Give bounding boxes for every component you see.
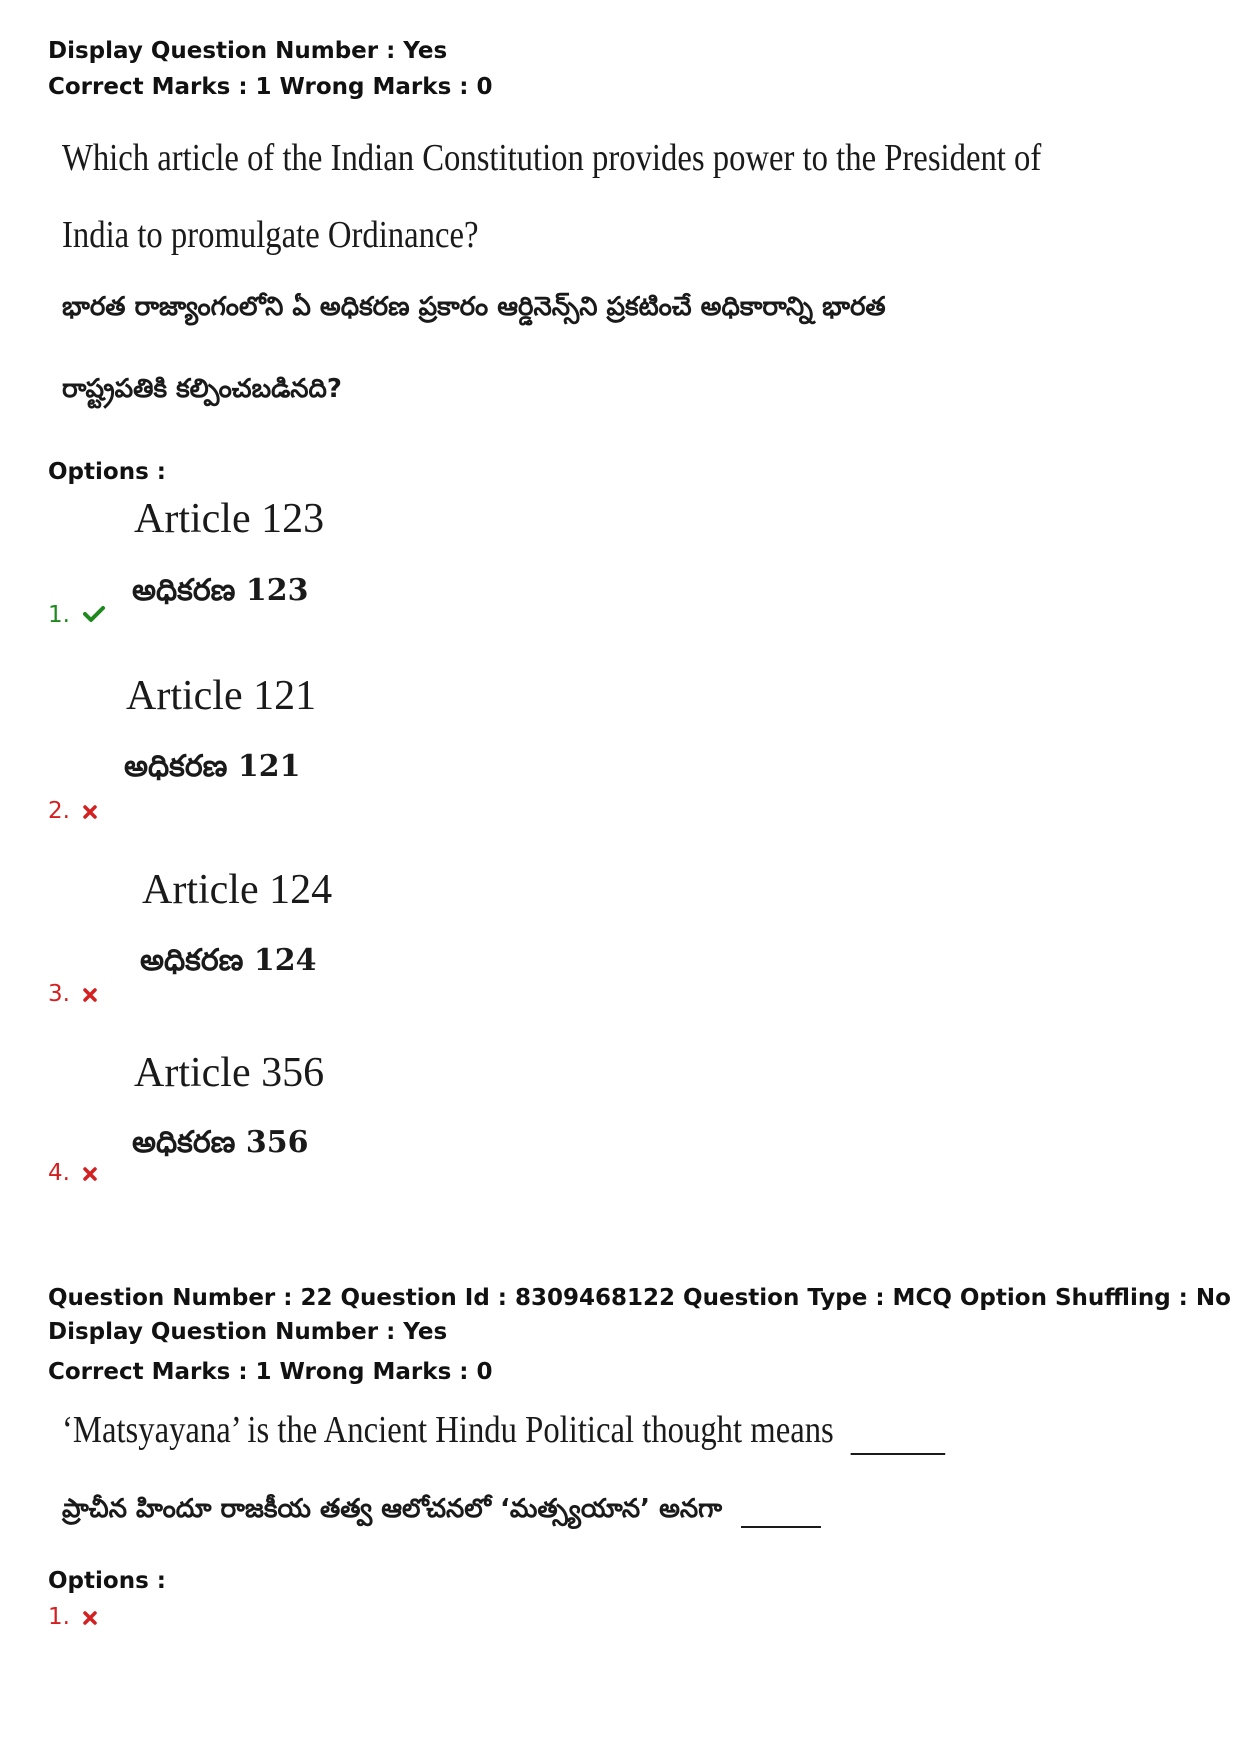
- marks-info: Correct Marks : 1 Wrong Marks : 0: [48, 74, 493, 100]
- question-text-te: [62, 1492, 821, 1528]
- cross-icon: [83, 1160, 97, 1188]
- option-3-text-en: Article 124: [142, 867, 333, 913]
- question-text-te-line1: భారత రాజ్యాంగంలోని ఏ అధికరణ ప్రకారం ఆర్డినెన్స్‌ని ప్రకటించే అధికారాన్ని భారత: [62, 292, 886, 322]
- display-question-number: Display Question Number : Yes: [48, 38, 448, 64]
- option-4-label: 4.: [48, 1160, 70, 1186]
- option-4-text-en: Article 356: [134, 1050, 325, 1096]
- option-2-label: 2.: [48, 798, 70, 824]
- question-text-en: [62, 1407, 945, 1455]
- option-3-label: 3.: [48, 981, 70, 1007]
- options-label: Options :: [48, 459, 166, 485]
- question-text-en-line1: Which article of the Indian Constitution provides power to the President of: [62, 137, 1042, 179]
- display-question-number: Display Question Number : Yes: [48, 1319, 448, 1345]
- option-4-number[interactable]: [48, 1159, 97, 1188]
- option-2-text-en: Article 121: [126, 673, 317, 719]
- cross-icon: [83, 981, 97, 1009]
- question-text-te-line2: రాష్ట్రపతికి కల్పించబడినది?: [62, 374, 342, 404]
- option-1-number[interactable]: [48, 1603, 97, 1632]
- option-4-text-te: అధికరణ 356: [132, 1125, 309, 1160]
- answer-blank-te: [741, 1492, 821, 1528]
- options-label: Options :: [48, 1568, 166, 1594]
- question-header: Question Number : 22 Question Id : 8309468122 Question Type : MCQ Option Shuffling : No: [48, 1285, 1231, 1311]
- option-3-number[interactable]: [48, 980, 97, 1009]
- option-2-number[interactable]: [48, 797, 97, 826]
- check-icon: [83, 602, 105, 630]
- answer-blank: [851, 1407, 946, 1455]
- option-3-text-te: అధికరణ 124: [140, 943, 317, 978]
- question-text-en-line2: India to promulgate Ordinance?: [62, 214, 479, 256]
- option-1-number[interactable]: [48, 601, 105, 630]
- option-1-label: 1.: [48, 602, 70, 628]
- option-1-text-en: Article 123: [134, 496, 325, 542]
- option-1-label: 1.: [48, 1604, 70, 1630]
- marks-info: Correct Marks : 1 Wrong Marks : 0: [48, 1359, 493, 1385]
- cross-icon: [83, 798, 97, 826]
- option-1-text-te: అధికరణ 123: [132, 573, 309, 608]
- question-text-en-label: ‘Matsyayana’ is the Ancient Hindu Political thought means: [62, 1409, 834, 1451]
- option-2-text-te: అధికరణ 121: [124, 749, 301, 784]
- cross-icon: [83, 1604, 97, 1632]
- question-text-te-label: ప్రాచీన హిందూ రాజకీయ తత్వ ఆలోచనలో ‘మత్స్యయాన’ అనగా: [62, 1494, 723, 1524]
